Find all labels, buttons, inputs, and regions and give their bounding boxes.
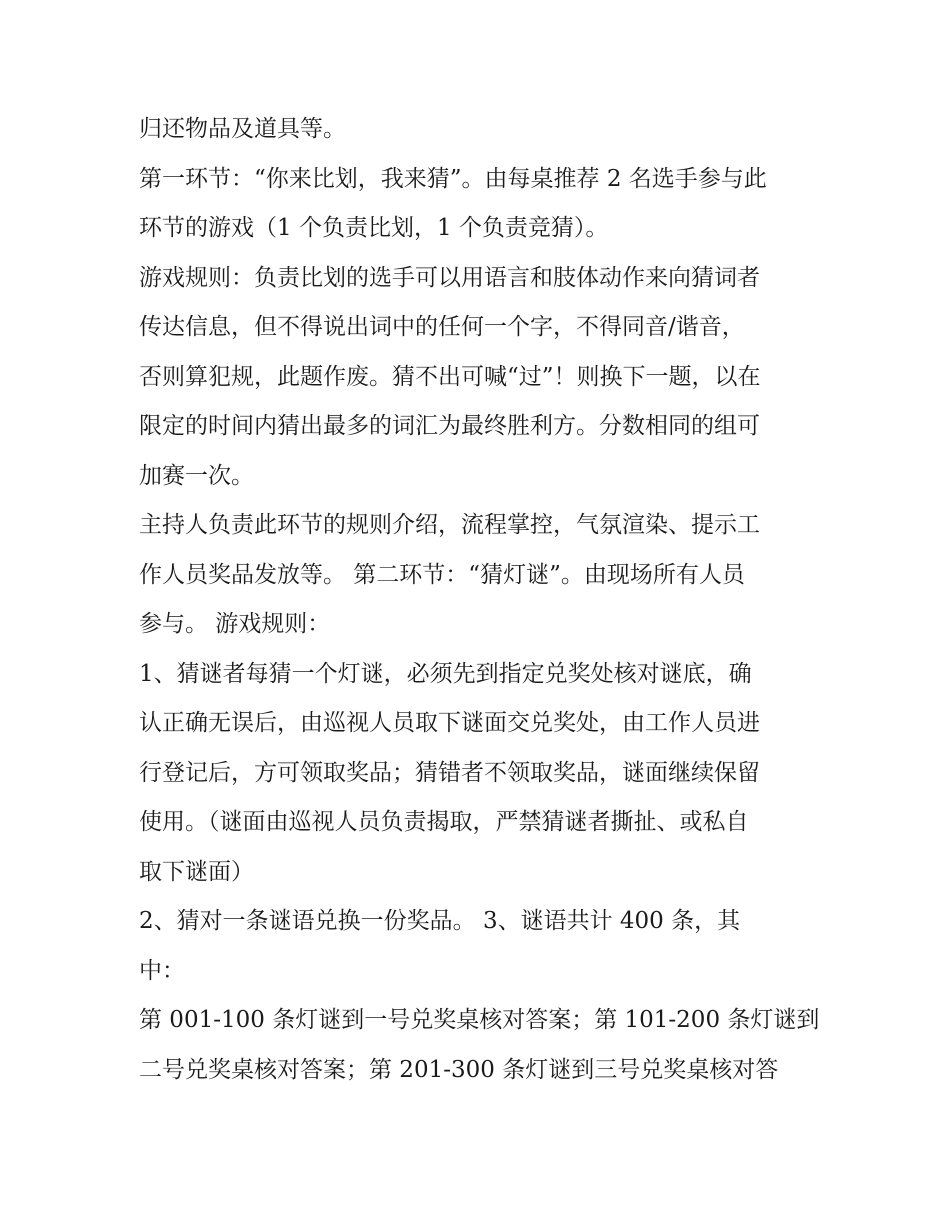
text-line: 第 001-100 条灯谜到一号兑奖桌核对答案；第 101-200 条灯谜到 — [139, 1007, 820, 1033]
text-line: 认正确无误后，由巡视人员取下谜面交兑奖处，由工作人员进 — [139, 710, 760, 736]
text-line: 主持人负责此环节的规则介绍，流程掌控，气氛渲染、提示工 — [139, 512, 760, 538]
text-line: 取下谜面） — [139, 858, 254, 885]
text-line: 游戏规则：负责比划的选手可以用语言和肢体动作来向猜词者 — [139, 264, 760, 291]
text-line: 中： — [139, 957, 185, 984]
text-line: 参与。 游戏规则： — [139, 611, 331, 637]
text-line: 使用。（谜面由巡视人员负责揭取，严禁猜谜者撕扯、或私自 — [139, 809, 749, 835]
text-line: 归还物品及道具等。 — [139, 116, 346, 142]
text-line: 加赛一次。 — [139, 462, 254, 489]
text-line: 行登记后，方可领取奖品；猜错者不领取奖品，谜面继续保留 — [139, 759, 760, 786]
text-line: 传达信息，但不得说出词中的任何一个字，不得同音/谐音， — [139, 314, 745, 340]
text-line: 作人员奖品发放等。 第二环节：“猜灯谜”。由现场所有人员 — [139, 561, 745, 588]
document-body — [139, 105, 819, 1095]
text-line: 限定的时间内猜出最多的词汇为最终胜利方。分数相同的组可 — [139, 413, 760, 439]
text-line: 二号兑奖桌核对答案；第 201-300 条灯谜到三号兑奖桌核对答 — [139, 1056, 779, 1083]
text-line: 1、猜谜者每猜一个灯谜，必须先到指定兑奖处核对谜底，确 — [139, 660, 752, 687]
text-line: 否则算犯规，此题作废。猜不出可喊“过”！则换下一题，以在 — [139, 363, 761, 390]
text-line: 环节的游戏（1 个负责比划，1 个负责竞猜）。 — [139, 215, 609, 241]
text-line: 2、猜对一条谜语兑换一份奖品。 3、谜语共计 400 条，其 — [139, 908, 741, 934]
text-line: 第一环节：“你来比划，我来猜”。由每桌推荐 2 名选手参与此 — [139, 165, 767, 192]
